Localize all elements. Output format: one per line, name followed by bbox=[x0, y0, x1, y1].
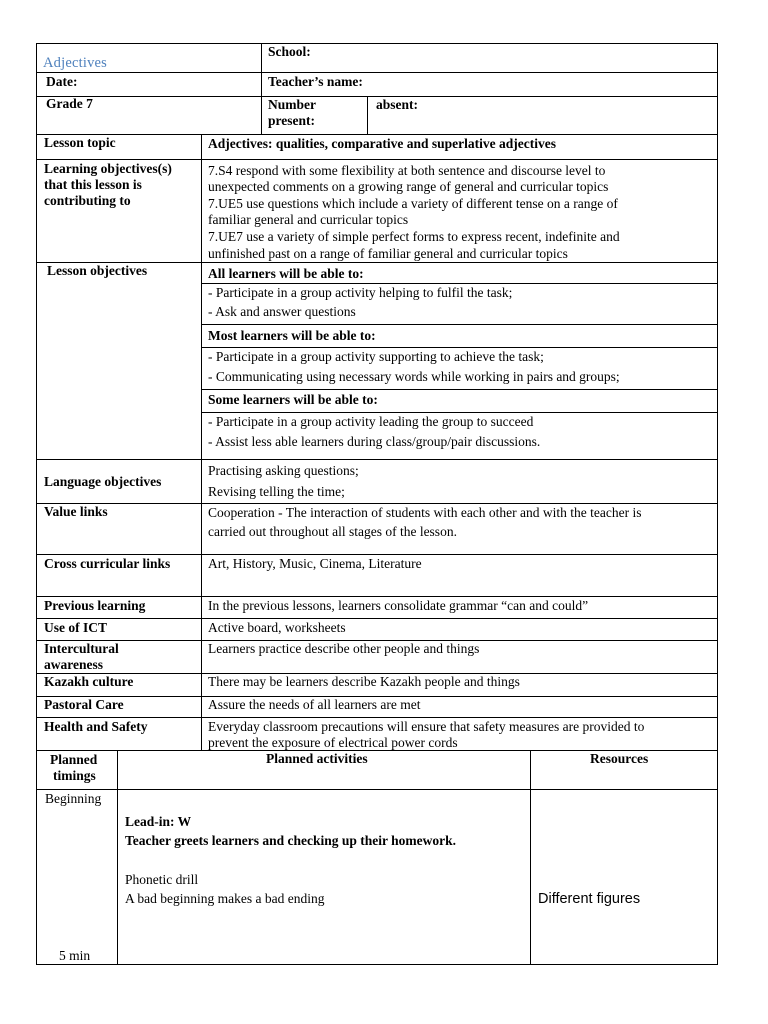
table-border-right bbox=[717, 43, 718, 965]
divider bbox=[36, 596, 718, 597]
divider bbox=[36, 789, 718, 790]
divider bbox=[36, 503, 718, 504]
resources-header: Resources bbox=[590, 751, 649, 766]
divider bbox=[201, 283, 718, 284]
stage-label: Beginning bbox=[45, 791, 102, 806]
previous-learning-label: Previous learning bbox=[44, 598, 146, 613]
learning-objective-line: 7.UE5 use questions which include a variety of different tense on a range of bbox=[208, 196, 618, 211]
language-objective-line: Revising telling the time; bbox=[208, 484, 345, 499]
document-title: Adjectives bbox=[43, 55, 108, 71]
divider bbox=[201, 134, 202, 751]
learning-objective-line: unexpected comments on a growing range of general and curricular topics bbox=[208, 179, 609, 194]
date-label: Date: bbox=[46, 74, 78, 89]
divider bbox=[36, 717, 718, 718]
objective-item: - Participate in a group activity supporting to achieve the task; bbox=[208, 349, 544, 364]
phonetic-drill-title: Phonetic drill bbox=[125, 872, 199, 887]
planned-activities-header: Planned activities bbox=[266, 751, 368, 766]
lesson-topic-label: Lesson topic bbox=[44, 135, 116, 150]
resources-value: Different figures bbox=[538, 891, 641, 907]
learning-objectives-label: that this lesson is bbox=[44, 177, 142, 192]
teacher-name-label: Teacher’s name: bbox=[268, 74, 363, 89]
lesson-topic-value: Adjectives: qualities, comparative and superlative adjectives bbox=[208, 136, 556, 151]
kazakh-culture-value: There may be learners describe Kazakh people and things bbox=[208, 674, 520, 689]
objective-item: - Participate in a group activity leading the group to succeed bbox=[208, 414, 534, 429]
learning-objectives-label: contributing to bbox=[44, 193, 131, 208]
language-objectives-label: Language objectives bbox=[44, 474, 162, 489]
number-present-label: Number bbox=[268, 97, 316, 112]
kazakh-culture-label: Kazakh culture bbox=[44, 674, 134, 689]
divider bbox=[36, 159, 718, 160]
ict-label: Use of ICT bbox=[44, 620, 107, 635]
objective-item: - Communicating using necessary words while working in pairs and groups; bbox=[208, 369, 620, 384]
divider bbox=[530, 750, 531, 965]
absent-label: absent: bbox=[376, 97, 419, 112]
health-safety-label: Health and Safety bbox=[44, 719, 148, 734]
planned-timings-header: timings bbox=[53, 768, 96, 783]
learning-objective-line: unfinished past on a range of familiar general and curricular topics bbox=[208, 246, 568, 261]
health-safety-line: prevent the exposure of electrical power cords bbox=[208, 735, 458, 750]
divider bbox=[36, 459, 718, 460]
pastoral-care-value: Assure the needs of all learners are met bbox=[208, 697, 421, 712]
language-objective-line: Practising asking questions; bbox=[208, 463, 359, 478]
some-learners-heading: Some learners will be able to: bbox=[208, 392, 378, 407]
divider bbox=[117, 750, 118, 965]
value-links-line: carried out throughout all stages of the lesson. bbox=[208, 524, 457, 539]
most-learners-heading: Most learners will be able to: bbox=[208, 328, 376, 343]
all-learners-heading: All learners will be able to: bbox=[208, 266, 364, 281]
learning-objective-line: 7.S4 respond with some flexibility at both sentence and discourse level to bbox=[208, 163, 606, 178]
divider bbox=[261, 43, 262, 135]
planned-timings-header: Planned bbox=[50, 752, 98, 767]
learning-objective-line: 7.UE7 use a variety of simple perfect forms to express recent, indefinite and bbox=[208, 229, 620, 244]
divider bbox=[201, 324, 718, 325]
ict-value: Active board, worksheets bbox=[208, 620, 346, 635]
divider bbox=[367, 96, 368, 135]
grade-label: Grade 7 bbox=[46, 96, 93, 111]
divider bbox=[36, 618, 718, 619]
objective-item: - Assist less able learners during class/group/pair discussions. bbox=[208, 434, 541, 449]
phonetic-drill-text: A bad beginning makes a bad ending bbox=[125, 891, 325, 906]
learning-objectives-label: Learning objectives(s) bbox=[44, 161, 172, 176]
previous-learning-value: In the previous lessons, learners consolidate grammar “can and could” bbox=[208, 598, 589, 613]
intercultural-value: Learners practice describe other people and things bbox=[208, 641, 480, 656]
table-border-bottom bbox=[36, 964, 718, 965]
divider bbox=[36, 134, 718, 135]
greeting-text: Teacher greets learners and checking up their homework. bbox=[125, 833, 456, 848]
intercultural-label: Intercultural bbox=[44, 641, 119, 656]
intercultural-label: awareness bbox=[44, 657, 103, 672]
pastoral-care-label: Pastoral Care bbox=[44, 697, 124, 712]
duration-label: 5 min bbox=[59, 948, 91, 963]
objective-item: - Ask and answer questions bbox=[208, 304, 356, 319]
divider bbox=[201, 389, 718, 390]
cross-curricular-label: Cross curricular links bbox=[44, 556, 171, 571]
table-border-top bbox=[36, 43, 718, 44]
divider bbox=[201, 412, 718, 413]
school-label: School: bbox=[268, 44, 311, 59]
divider bbox=[201, 347, 718, 348]
value-links-label: Value links bbox=[44, 504, 108, 519]
objective-item: - Participate in a group activity helping to fulfil the task; bbox=[208, 285, 513, 300]
cross-curricular-value: Art, History, Music, Cinema, Literature bbox=[208, 556, 422, 571]
table-border-left bbox=[36, 43, 37, 965]
lead-in-label: Lead-in: W bbox=[125, 814, 192, 829]
learning-objective-line: familiar general and curricular topics bbox=[208, 212, 409, 227]
lesson-objectives-label: Lesson objectives bbox=[47, 263, 148, 278]
divider bbox=[36, 72, 718, 73]
number-present-label: present: bbox=[268, 113, 315, 128]
value-links-line: Cooperation - The interaction of students with each other and with the teacher is bbox=[208, 505, 642, 520]
health-safety-line: Everyday classroom precautions will ensure that safety measures are provided to bbox=[208, 719, 645, 734]
divider bbox=[36, 554, 718, 555]
